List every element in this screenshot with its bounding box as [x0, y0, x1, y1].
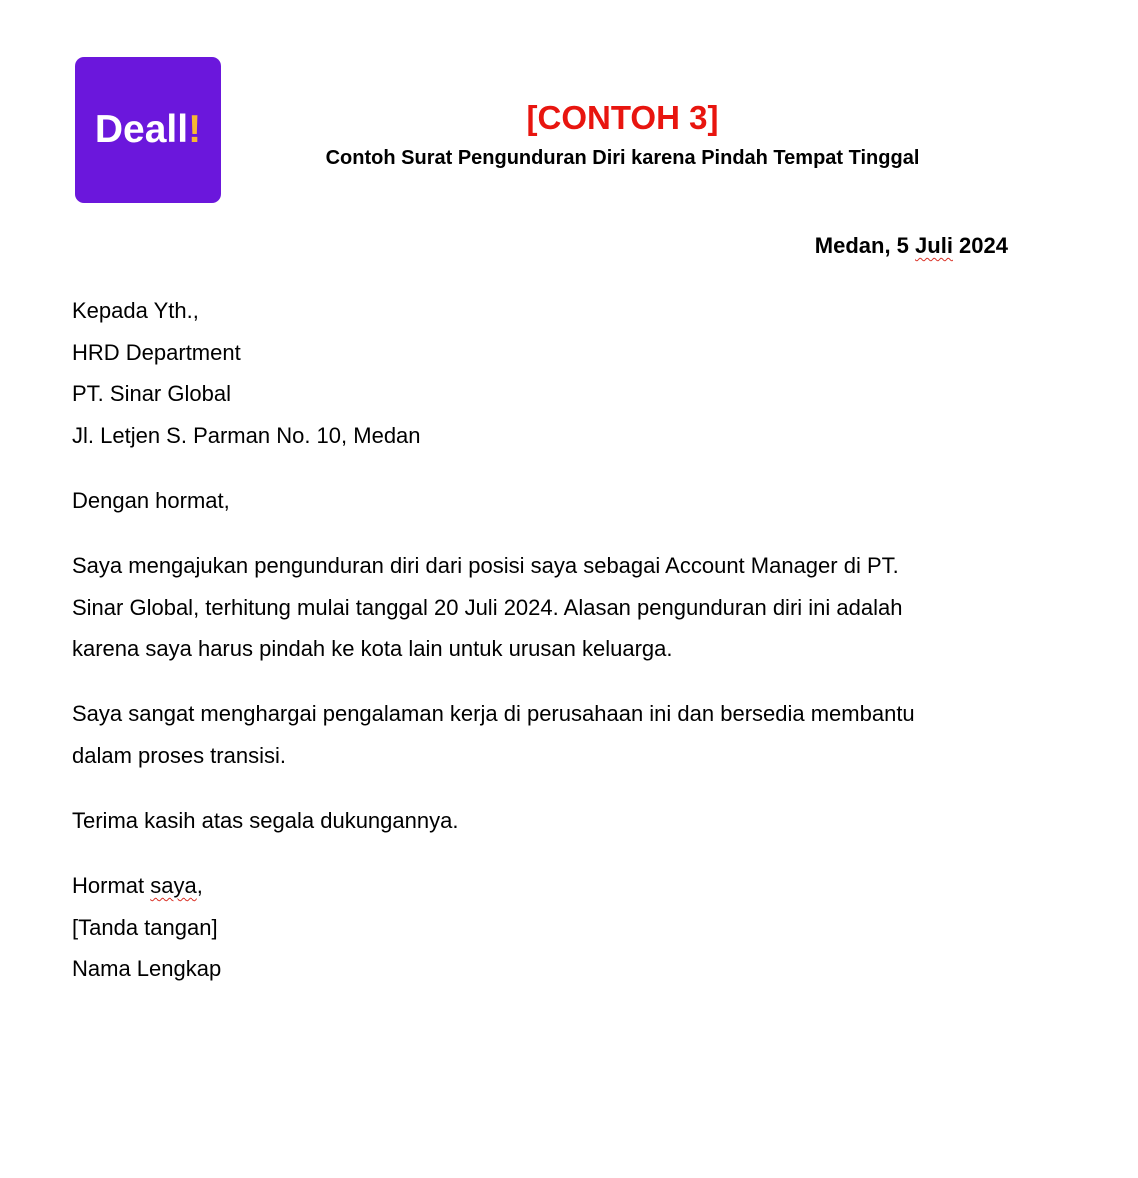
closing-word: saya [150, 873, 197, 898]
paragraph-line: Saya mengajukan pengunduran diri dari posisi saya sebagai Account Manager di PT. [72, 553, 899, 578]
greeting: Dengan hormat, [72, 488, 230, 513]
letter-date: Medan, 5 Juli 2024 [814, 233, 1008, 258]
paragraph-line: Saya sangat menghargai pengalaman kerja di perusahaan ini dan bersedia membantu [72, 701, 915, 726]
document-subtitle: Contoh Surat Pengunduran Diri karena Pindah Tempat Tinggal [325, 147, 920, 169]
signature-placeholder: [Tanda tangan] [72, 914, 218, 940]
recipient-address [72, 290, 1012, 456]
logo-text: Deall! [94, 108, 202, 151]
recipient-line: PT. Sinar Global [72, 381, 231, 406]
paragraph-line: dalam proses transisi. [72, 742, 286, 768]
closing-salutation: Hormat saya, [72, 873, 203, 898]
paragraph-line: Sinar Global, terhitung mulai tanggal 20 Juli 2024. Alasan pengunduran diri ini adalah [72, 594, 903, 620]
recipient-line: HRD Department [72, 339, 241, 365]
date-month: Juli [915, 233, 953, 258]
recipient-line: Jl. Letjen S. Parman No. 10, Medan [72, 422, 421, 448]
deall-logo [75, 57, 221, 203]
closing-block [72, 865, 1012, 990]
example-label: [CONTOH 3] [526, 99, 719, 136]
paragraph-appreciation [72, 693, 1012, 776]
recipient-line: Kepada Yth., [72, 298, 199, 323]
full-name: Nama Lengkap [72, 956, 222, 981]
paragraph-resignation [72, 545, 1012, 670]
paragraph-thanks: Terima kasih atas segala dukungannya. [72, 808, 459, 833]
logo-accent: ! [188, 108, 202, 151]
paragraph-line: karena saya harus pindah ke kota lain untuk urusan keluarga. [72, 636, 673, 661]
